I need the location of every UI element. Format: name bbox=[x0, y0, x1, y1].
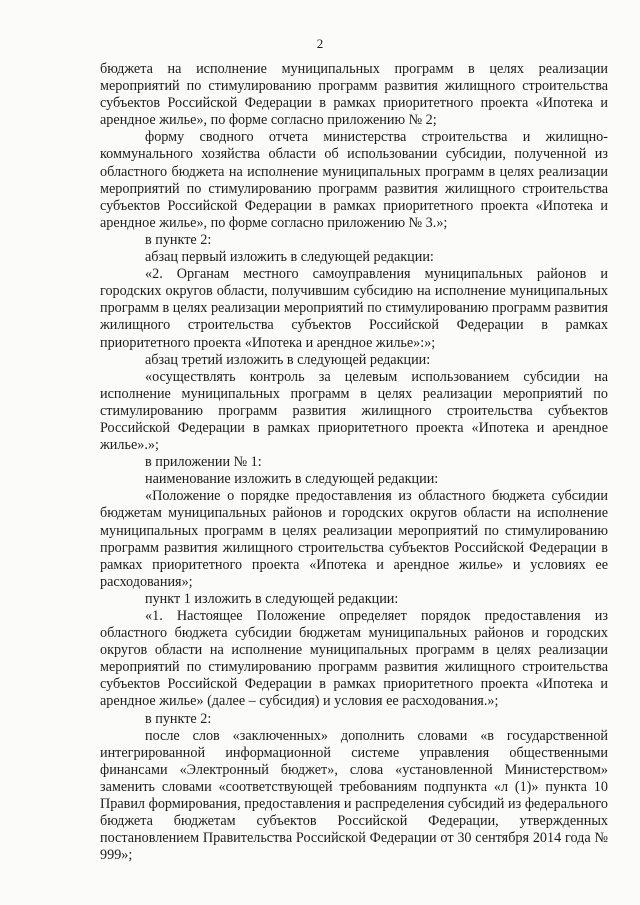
paragraph: «осуществлять контроль за целевым использованием субсидии на исполнение муниципальных программ в целях реализации мероприятий по стимулированию программ развития жилищного строительства субъектов Российской Федерации в рамках приоритетного проекта «Ипотека и арендное жилье».»; bbox=[100, 368, 608, 454]
paragraph: в пункте 2: bbox=[145, 231, 212, 248]
paragraph: абзац третий изложить в следующей редакции: bbox=[145, 351, 431, 368]
paragraph: абзац первый изложить в следующей редакции: bbox=[145, 249, 434, 266]
paragraph: наименование изложить в следующей редакции: bbox=[145, 471, 439, 488]
paragraph: форму сводного отчета министерства строительства и жилищно-коммунального хозяйства области об использовании субсидии, полученной из областного бюджета на исполнение муниципальных программ в целях реализации мероприятий по стимулированию программ развития жилищного строительства субъектов Российской Федерации в рамках приоритетного проекта «Ипотека и арендное жилье», по форме согласно приложению № 3.»; bbox=[100, 129, 608, 231]
paragraph: бюджета на исполнение муниципальных программ в целях реализации мероприятий по стимулированию программ развития жилищного строительства субъектов Российской Федерации в рамках приоритетного проекта «Ипотека и арендное жилье», по форме согласно приложению № 2; bbox=[100, 61, 608, 129]
paragraph: в пункте 2: bbox=[145, 710, 212, 727]
paragraph: пункт 1 изложить в следующей редакции: bbox=[145, 590, 399, 607]
paragraph: «2. Органам местного самоуправления муниципальных районов и городских округов области, получившим субсидию на исполнение муниципальных программ в целях реализации мероприятий по стимулированию программ развития жилищного строительства субъектов Российской Федерации в рамках приоритетного проекта «Ипотека и арендное жилье»:»; bbox=[100, 266, 608, 351]
paragraph: «1. Настоящее Положение определяет порядок предоставления из областного бюджета субсидии бюджетам муниципальных районов и городских округов области на исполнение муниципальных программ в целях реализации мероприятий по стимулированию программ развития жилищного строительства субъектов Российской Федерации в рамках приоритетного проекта «Ипотека и арендное жилье» (далее – субсидия) и условия ее расходования.»; bbox=[100, 608, 608, 710]
paragraph: после слов «заключенных» дополнить словами «в государственной интегрированной информационной системе управления общественными финансами «Электронный бюджет», слова «установленной Министерством» заменить словами «соответствующей требованиям подпункта «л (1)» пункта 10 Правил формирования, предоставления и распределения субсидий из федерального бюджета бюджетам субъектов Российской Федерации, утвержденных постановлением Правительства Российской Федерации от 30 сентября 2014 года № 999»; bbox=[100, 727, 608, 864]
paragraph: в приложении № 1: bbox=[145, 454, 262, 471]
page-number: 2 bbox=[316, 36, 324, 51]
document-body bbox=[100, 61, 608, 864]
paragraph: «Положение о порядке предоставления из областного бюджета субсидии бюджетам муниципальных районов и городских округов области на исполнение муниципальных программ в целях реализации мероприятий по стимулированию программ развития жилищного строительства субъектов Российской Федерации в рамках приоритетного проекта «Ипотека и арендное жилье» и условиях ее расходования»; bbox=[100, 488, 608, 590]
